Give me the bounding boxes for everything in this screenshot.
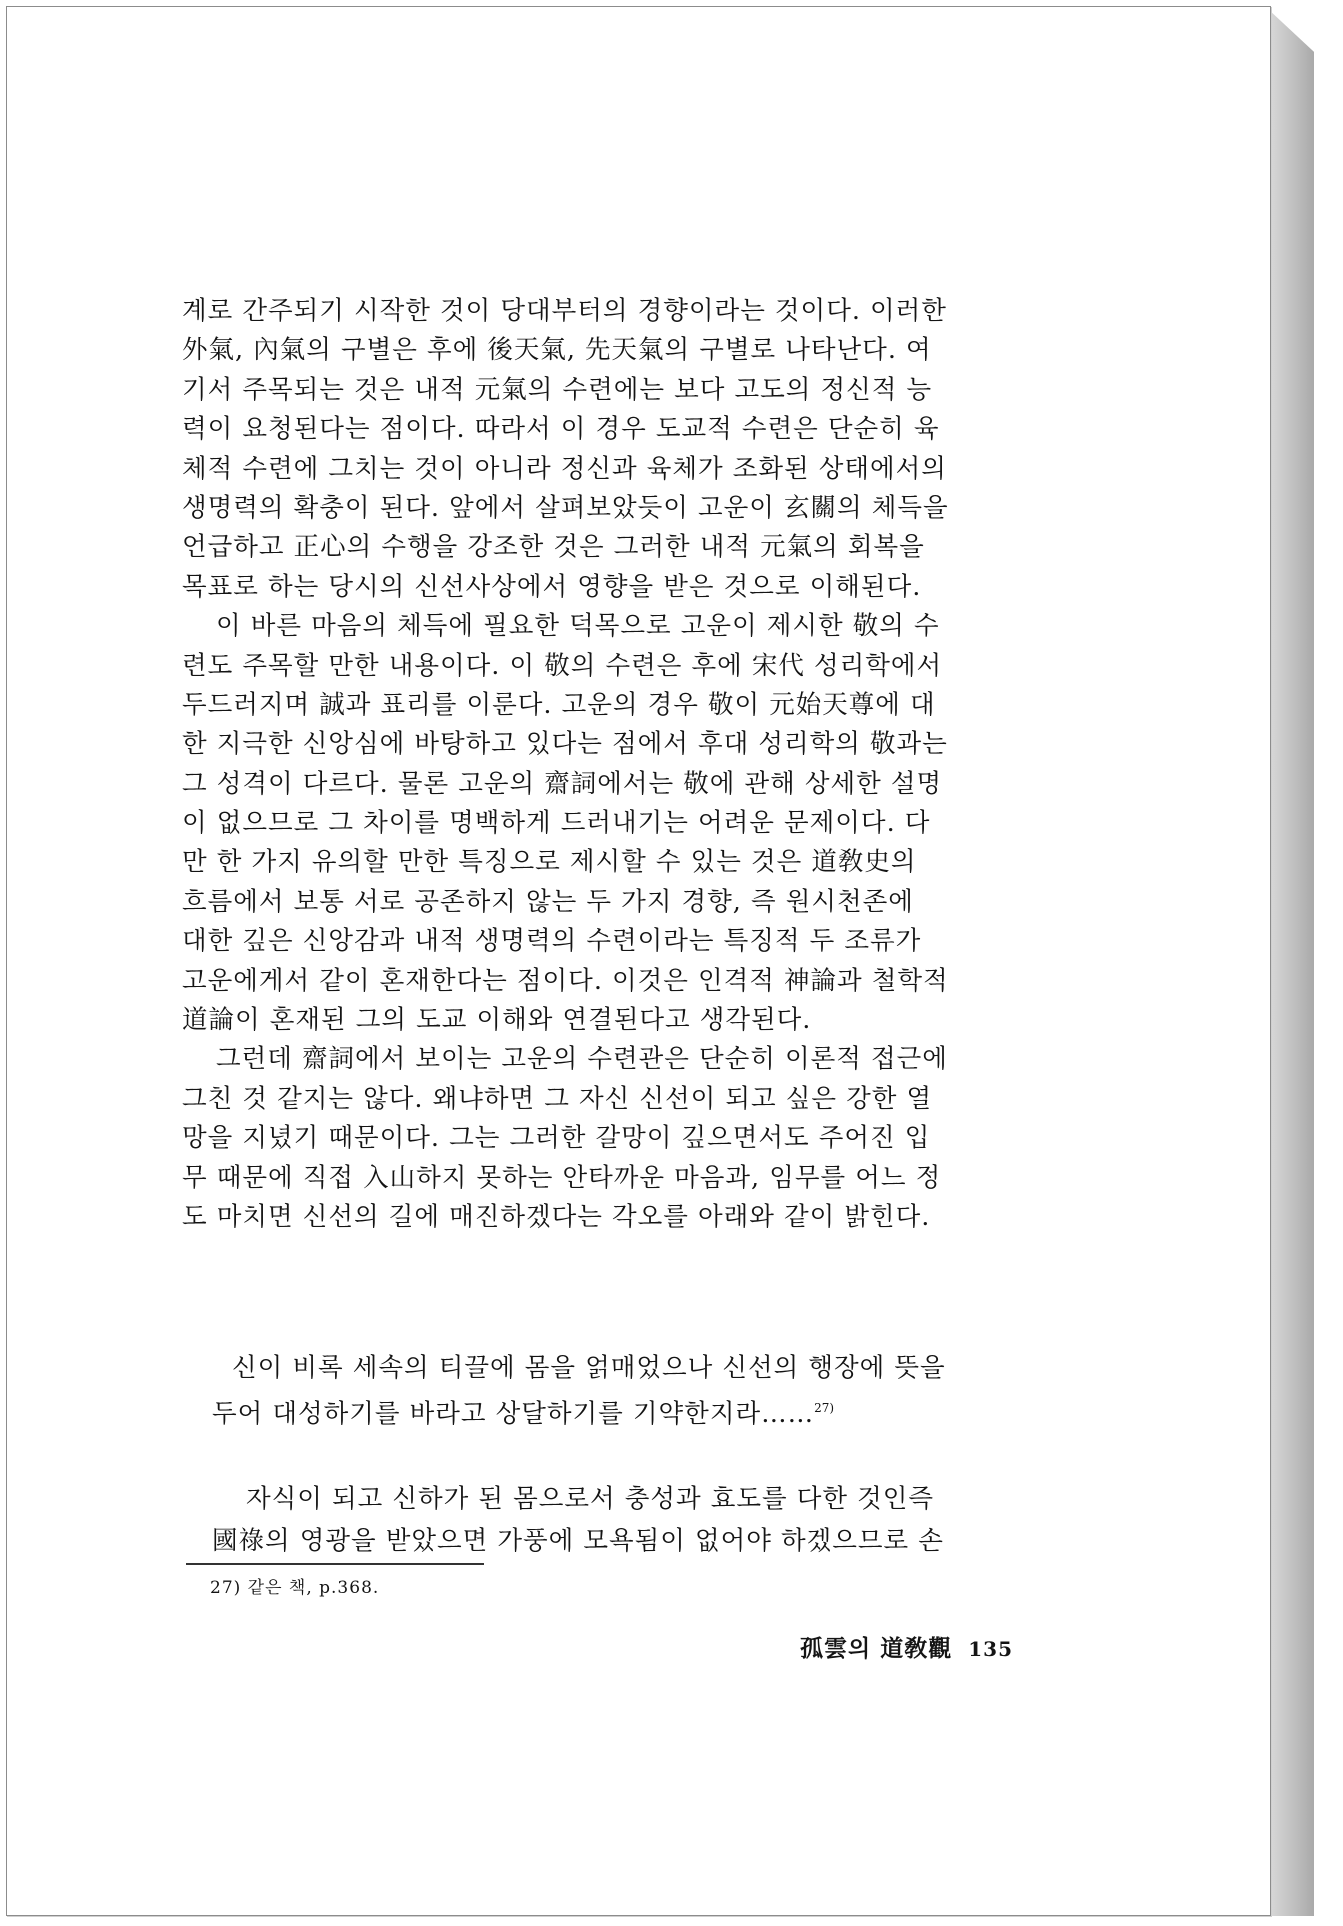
- body-line: 道論이 혼재된 그의 도교 이해와 연결된다고 생각된다.: [182, 1005, 812, 1036]
- body-line: 흐름에서 보통 서로 공존하지 않는 두 가지 경향, 즉 원시천존에: [182, 886, 914, 917]
- block-quote: [212, 1348, 1048, 1428]
- page-number: 135: [968, 1637, 1013, 1661]
- body-line: 기서 주목되는 것은 내적 元氣의 수련에는 보다 고도의 정신적 능: [182, 374, 933, 405]
- body-text: [182, 292, 1050, 1237]
- body-line: 대한 깊은 신앙감과 내적 생명력의 수련이라는 특징적 두 조류가: [182, 926, 922, 957]
- body-line: 자식이 되고 신하가 된 몸으로서 충성과 효도를 다한 것인즉: [246, 1484, 935, 1514]
- body-line: 그런데 齋詞에서 보이는 고운의 수련관은 단순히 이론적 접근에: [216, 1044, 948, 1075]
- quote-line: 신이 비록 세속의 티끌에 몸을 얽매었으나 신선의 행장에 뜻을: [232, 1353, 946, 1383]
- body-line: 목표로 하는 당시의 신선사상에서 영향을 받은 것으로 이해된다.: [182, 571, 922, 602]
- page-stack-edge: [1269, 10, 1314, 1916]
- quote-line: [212, 1388, 1048, 1428]
- body-line: 도 마치면 신선의 길에 매진하겠다는 각오를 아래와 같이 밝힌다.: [182, 1201, 931, 1232]
- body-line: 망을 지녔기 때문이다. 그는 그러한 갈망이 깊으면서도 주어진 입: [182, 1123, 931, 1154]
- running-footer: [800, 1630, 1013, 1663]
- body-line: 체적 수련에 그치는 것이 아니라 정신과 육체가 조화된 상태에서의: [182, 453, 947, 484]
- body-line: 이 바른 마음의 체득에 필요한 덕목으로 고운이 제시한 敬의 수: [216, 611, 940, 642]
- body-line: 國祿의 영광을 받았으면 가풍에 모욕됨이 없어야 하겠으므로 손: [212, 1526, 944, 1556]
- body-line: 이 없으므로 그 차이를 명백하게 드러내기는 어려운 문제이다. 다: [182, 808, 931, 839]
- quote-line-text: 두어 대성하기를 바라고 상달하기를 기약한지라……: [212, 1399, 815, 1428]
- body-line: 무 때문에 직접 入山하지 못하는 안타까운 마음과, 임무를 어느 정: [182, 1162, 942, 1193]
- footnote-reference: 27): [814, 1401, 835, 1415]
- body-line: 한 지극한 신앙심에 바탕하고 있다는 점에서 후대 성리학의 敬과는: [182, 729, 948, 760]
- body-line: 생명력의 확충이 된다. 앞에서 살펴보았듯이 고운이 玄關의 체득을: [182, 492, 949, 523]
- continued-text: [212, 1478, 1048, 1562]
- footnote: 27) 같은 책, p.368.: [210, 1578, 380, 1598]
- body-line: 外氣, 內氣의 구별은 후에 後天氣, 先天氣의 구별로 나타난다. 여: [182, 335, 932, 366]
- running-title: 孤雲의 道敎觀: [800, 1635, 953, 1662]
- body-line: 만 한 가지 유의할 만한 특징으로 제시할 수 있는 것은 道敎史의: [182, 847, 917, 878]
- body-line: 고운에게서 같이 혼재한다는 점이다. 이것은 인격적 神論과 철학적: [182, 965, 949, 996]
- body-line: 력이 요청된다는 점이다. 따라서 이 경우 도교적 수련은 단순히 육: [182, 414, 940, 445]
- body-line: 련도 주목할 만한 내용이다. 이 敬의 수련은 후에 宋代 성리학에서: [182, 650, 943, 681]
- body-line: 두드러지며 誠과 표리를 이룬다. 고운의 경우 敬이 元始天尊에 대: [182, 689, 936, 720]
- body-line: 계로 간주되기 시작한 것이 당대부터의 경향이라는 것이다. 이러한: [182, 296, 947, 326]
- body-line: 언급하고 正心의 수행을 강조한 것은 그러한 내적 元氣의 회복을: [182, 532, 925, 563]
- body-line: 그 성격이 다르다. 물론 고운의 齋詞에서는 敬에 관해 상세한 설명: [182, 768, 943, 799]
- footnote-divider: [186, 1563, 484, 1565]
- body-line: 그친 것 같지는 않다. 왜냐하면 그 자신 신선이 되고 싶은 강한 열: [182, 1083, 933, 1114]
